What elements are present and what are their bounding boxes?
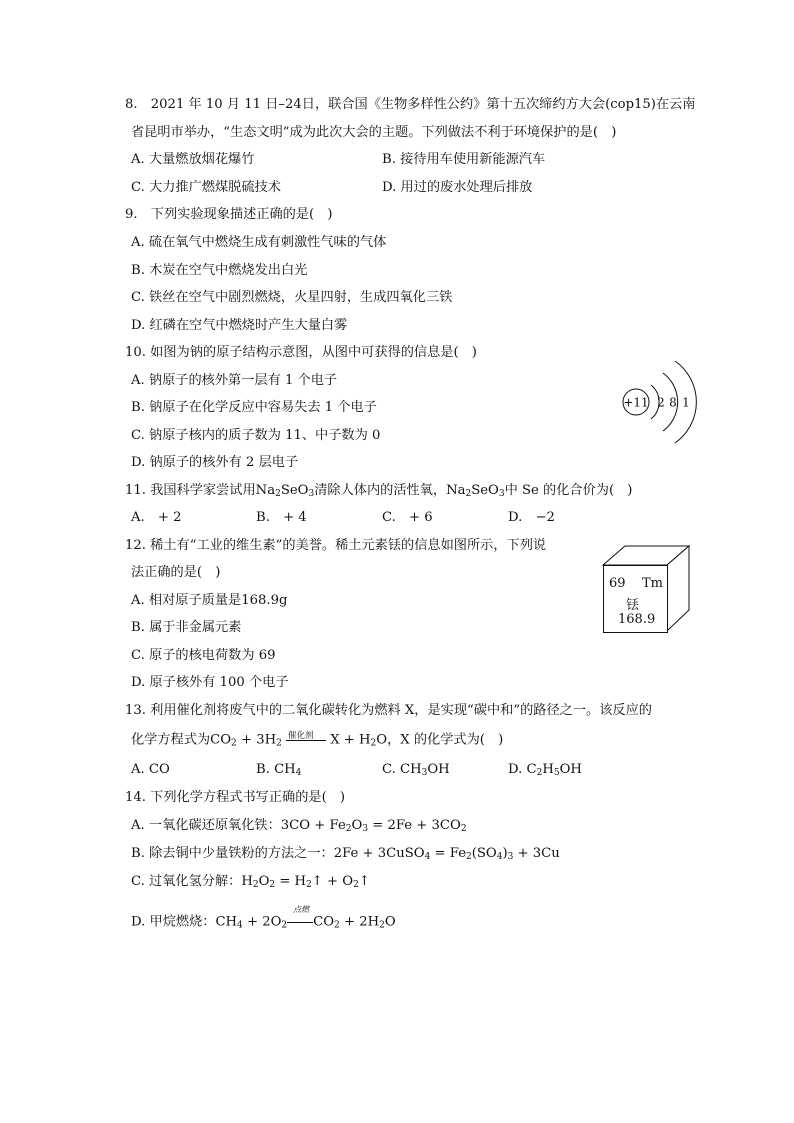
atomic-mass: 168.9 — [618, 612, 656, 627]
q8-option-a: A. 大量燃放烟花爆竹 — [131, 152, 255, 167]
q12-option-c: C. 原子的核电荷数为 69 — [131, 648, 276, 663]
element-tile-thulium — [603, 565, 668, 633]
q12-stem-line2: 法正确的是( ) — [131, 565, 221, 580]
shell-2-count: 8 — [669, 395, 677, 410]
q8-option-b: B. 接待用车使用新能源汽车 — [382, 152, 546, 167]
shell-1-count: 2 — [657, 395, 665, 410]
q12-option-d: D. 原子核外有 100 个电子 — [131, 675, 289, 690]
q10-option-d: D. 钠原子的核外有 2 层电子 — [131, 455, 299, 470]
q8-option-d: D. 用过的废水处理后排放 — [382, 180, 533, 195]
q13-option-d: D. $C_2H_5OH$ — [508, 762, 582, 778]
element-name: 铥 — [626, 598, 640, 613]
q14-option-d: D. 甲烷燃烧：$CH_4 + 2O_2$ 点燃 $CO_2 + 2H_2O$ — [131, 905, 396, 931]
q13-option-a: A. CO — [131, 762, 170, 777]
q10-option-b: B. 钠原子在化学反应中容易失去 1 个电子 — [131, 400, 377, 415]
q10-option-c: C. 钠原子核内的质子数为 11、中子数为 0 — [131, 428, 381, 443]
q12-stem-line1: 12. 稀土有“工业的维生素”的美誉。稀土元素铥的信息如图所示，下列说 — [125, 538, 547, 553]
q14-option-c: C. 过氧化氢分解：$H_2O_2$ = $H_2↑$ + $O_2↑$ — [131, 874, 370, 890]
q10-option-a: A. 钠原子的核外第一层有 1 个电子 — [131, 373, 338, 388]
q14-option-b: B. 除去铜中少量铁粉的方法之一：2Fe + 3CuSO$_4$ = $Fe_2(SO_4)_3 + 3Cu$ — [131, 846, 560, 862]
q13-option-c: C. $CH_3OH$ — [382, 762, 450, 778]
q9-option-d: D. 红磷在空气中燃烧时产生大量白雾 — [131, 318, 348, 333]
q13-option-b: B. $CH_4$ — [256, 762, 302, 778]
catalyst-arrow: 催化剂 — [286, 731, 326, 749]
sodium-atom-diagram — [615, 355, 705, 450]
ignite-arrow: 点燃 — [287, 913, 313, 931]
q11-option-c: C. + 6 — [382, 510, 433, 525]
q12-option-b: B. 属于非金属元素 — [131, 620, 242, 635]
q9-option-c: C. 铁丝在空气中剧烈燃烧，火星四射，生成四氧化三铁 — [131, 290, 453, 305]
q9-option-b: B. 木炭在空气中燃烧发出白光 — [131, 263, 308, 278]
q11-option-a: A. + 2 — [131, 510, 182, 525]
q14-option-a: A. 一氧化碳还原氧化铁：$3CO + Fe_2O_3 = 2Fe + 3CO_2$ — [131, 818, 467, 834]
q13-equation-line: 化学方程式为$CO_2 + 3H_2$ 催化剂 $X + H_2O$，X 的化学式为( ) — [131, 731, 504, 749]
q9-option-a: A. 硫在氧气中燃烧生成有刺激性气味的气体 — [131, 235, 387, 250]
q9-stem: 9. 下列实验现象描述正确的是( ) — [125, 207, 333, 222]
q11-option-b: B. + 4 — [256, 510, 307, 525]
nucleus-charge: +11 — [623, 395, 649, 410]
q11-stem: 11. 我国科学家尝试用$Na_2SeO_3$清除人体内的活性氧，$Na_2SeO_3$中 Se 的化合价为( ) — [125, 483, 633, 499]
q13-stem-line1: 13. 利用催化剂将废气中的二氧化碳转化为燃料 X，是实现“碳中和”的路径之一。该反应的 — [125, 703, 652, 718]
atomic-number: 69 — [609, 576, 626, 591]
q8-stem-line2: 省昆明市举办，“生态文明”成为此次大会的主题。下列做法不利于环境保护的是( ) — [131, 125, 617, 140]
q8-stem-line1: 8. 2021 年 10 月 11 日–24日，联合国《生物多样性公约》第十五次缔约方大会(cop15)在云南 — [125, 97, 696, 112]
q10-stem: 10. 如图为钠的原子结构示意图，从图中可获得的信息是( ) — [125, 345, 477, 360]
element-symbol: Tm — [642, 576, 663, 591]
q11-option-d: D. −2 — [508, 510, 555, 525]
q12-option-a: A. 相对原子质量是168.9g — [131, 593, 288, 608]
q8-option-c: C. 大力推广燃煤脱硫技术 — [131, 180, 281, 195]
shell-3-count: 1 — [682, 395, 690, 410]
q14-stem: 14. 下列化学方程式书写正确的是( ) — [125, 790, 346, 805]
